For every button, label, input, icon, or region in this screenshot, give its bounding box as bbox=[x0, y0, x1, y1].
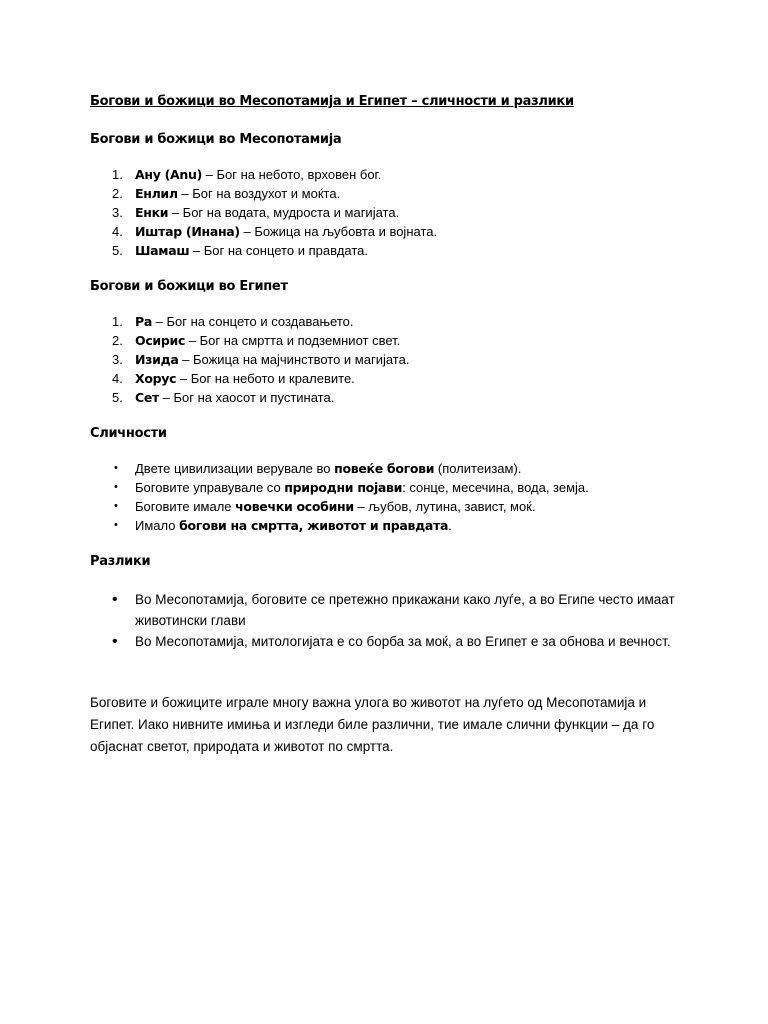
bullet-icon: • bbox=[114, 519, 118, 531]
list-item bbox=[90, 165, 680, 184]
list-item bbox=[90, 388, 680, 407]
god-description: – Бог на смртта и подземниот свет. bbox=[185, 333, 401, 348]
god-name: Ану (Anu) bbox=[135, 167, 203, 182]
god-description: – Бог на небото, врховен бог. bbox=[202, 167, 382, 182]
bullet-icon: • bbox=[112, 633, 118, 650]
similarities-heading: Сличности bbox=[90, 426, 167, 441]
god-description: – Бог на сонцето и создавањето. bbox=[152, 314, 354, 329]
item-emphasis: богови на смртта, животот и правдата bbox=[179, 518, 449, 533]
item-emphasis: човечки особини bbox=[235, 499, 354, 514]
differences-list bbox=[90, 589, 680, 652]
egypt-heading: Богови и божици во Египет bbox=[90, 279, 288, 294]
god-name: Хорус bbox=[135, 371, 177, 386]
list-item bbox=[90, 478, 680, 497]
god-name: Ра bbox=[135, 314, 152, 329]
item-text: . bbox=[448, 518, 452, 533]
list-number: 1. bbox=[112, 167, 123, 182]
similarities-list bbox=[90, 459, 680, 535]
item-text: (политеизам). bbox=[434, 461, 522, 476]
bullet-icon: • bbox=[114, 481, 118, 493]
document-title: Богови и божици во Месопотамија и Египет – сличности и разлики bbox=[90, 94, 574, 109]
item-text: Боговите имале bbox=[135, 499, 236, 514]
list-number: 1. bbox=[112, 314, 123, 329]
list-number: 3. bbox=[112, 205, 123, 220]
list-number: 3. bbox=[112, 352, 123, 367]
list-item bbox=[90, 222, 680, 241]
god-description: – Бог на водата, мудроста и магијата. bbox=[168, 205, 400, 220]
item-text: Во Месопотамија, митологијата е со борба за моќ, а во Египет е за обнова и вечност. bbox=[135, 634, 671, 649]
mesopotamia-heading: Богови и божици во Месопотамија bbox=[90, 132, 342, 147]
differences-heading: Разлики bbox=[90, 554, 151, 569]
list-number: 2. bbox=[112, 186, 123, 201]
god-description: – Бог на сонцето и правдата. bbox=[189, 243, 369, 258]
list-item bbox=[90, 350, 680, 369]
item-text: Имало bbox=[135, 518, 180, 533]
list-item bbox=[90, 369, 680, 388]
list-item bbox=[90, 184, 680, 203]
list-item bbox=[90, 203, 680, 222]
god-name: Шамаш bbox=[135, 243, 190, 258]
god-name: Осирис bbox=[135, 333, 186, 348]
god-name: Сет bbox=[135, 390, 159, 405]
list-item bbox=[90, 497, 680, 516]
item-text: Во Месопотамија, боговите се претежно прикажани како луѓе, а во Египе често имаат животински глави bbox=[135, 592, 675, 628]
conclusion-paragraph: Боговите и божиците играле многу важна улога во животот на луѓето од Месопотамија и Египет. Иако нивните имиња и изгледи биле различни, тие имале слични функции – да го објаснат светот, природата и животот по смртта. bbox=[90, 695, 655, 754]
item-text: – љубов, лутина, завист, моќ. bbox=[353, 499, 536, 514]
list-number: 2. bbox=[112, 333, 123, 348]
god-name: Изида bbox=[135, 352, 179, 367]
list-number: 4. bbox=[112, 224, 123, 239]
list-item bbox=[90, 631, 680, 652]
item-emphasis: природни појави bbox=[284, 480, 403, 495]
list-item bbox=[90, 312, 680, 331]
item-text: : сонце, месечина, вода, земја. bbox=[402, 480, 589, 495]
list-number: 5. bbox=[112, 390, 123, 405]
god-name: Енки bbox=[135, 205, 169, 220]
god-description: – Бог на воздухот и моќта. bbox=[177, 186, 341, 201]
bullet-icon: • bbox=[112, 591, 118, 608]
bullet-icon: • bbox=[114, 462, 118, 474]
god-description: – Божица на мајчинството и магијата. bbox=[178, 352, 410, 367]
item-text: Боговите управувале со bbox=[135, 480, 285, 495]
god-description: – Бог на небото и кралевите. bbox=[176, 371, 355, 386]
document-page bbox=[90, 91, 680, 758]
list-number: 5. bbox=[112, 243, 123, 258]
item-text: Двете цивилизации верувале во bbox=[135, 461, 335, 476]
god-description: – Божица на љубовта и војната. bbox=[239, 224, 438, 239]
list-item bbox=[90, 516, 680, 535]
item-emphasis: повеќе богови bbox=[334, 461, 435, 476]
list-item bbox=[90, 331, 680, 350]
list-item bbox=[90, 589, 680, 631]
god-name: Енлил bbox=[135, 186, 178, 201]
list-number: 4. bbox=[112, 371, 123, 386]
bullet-icon: • bbox=[114, 500, 118, 512]
list-item bbox=[90, 241, 680, 260]
list-item bbox=[90, 459, 680, 478]
mesopotamia-gods-list bbox=[90, 165, 680, 260]
god-description: – Бог на хаосот и пустината. bbox=[159, 390, 335, 405]
god-name: Иштар (Инана) bbox=[135, 224, 240, 239]
egypt-gods-list bbox=[90, 312, 680, 407]
